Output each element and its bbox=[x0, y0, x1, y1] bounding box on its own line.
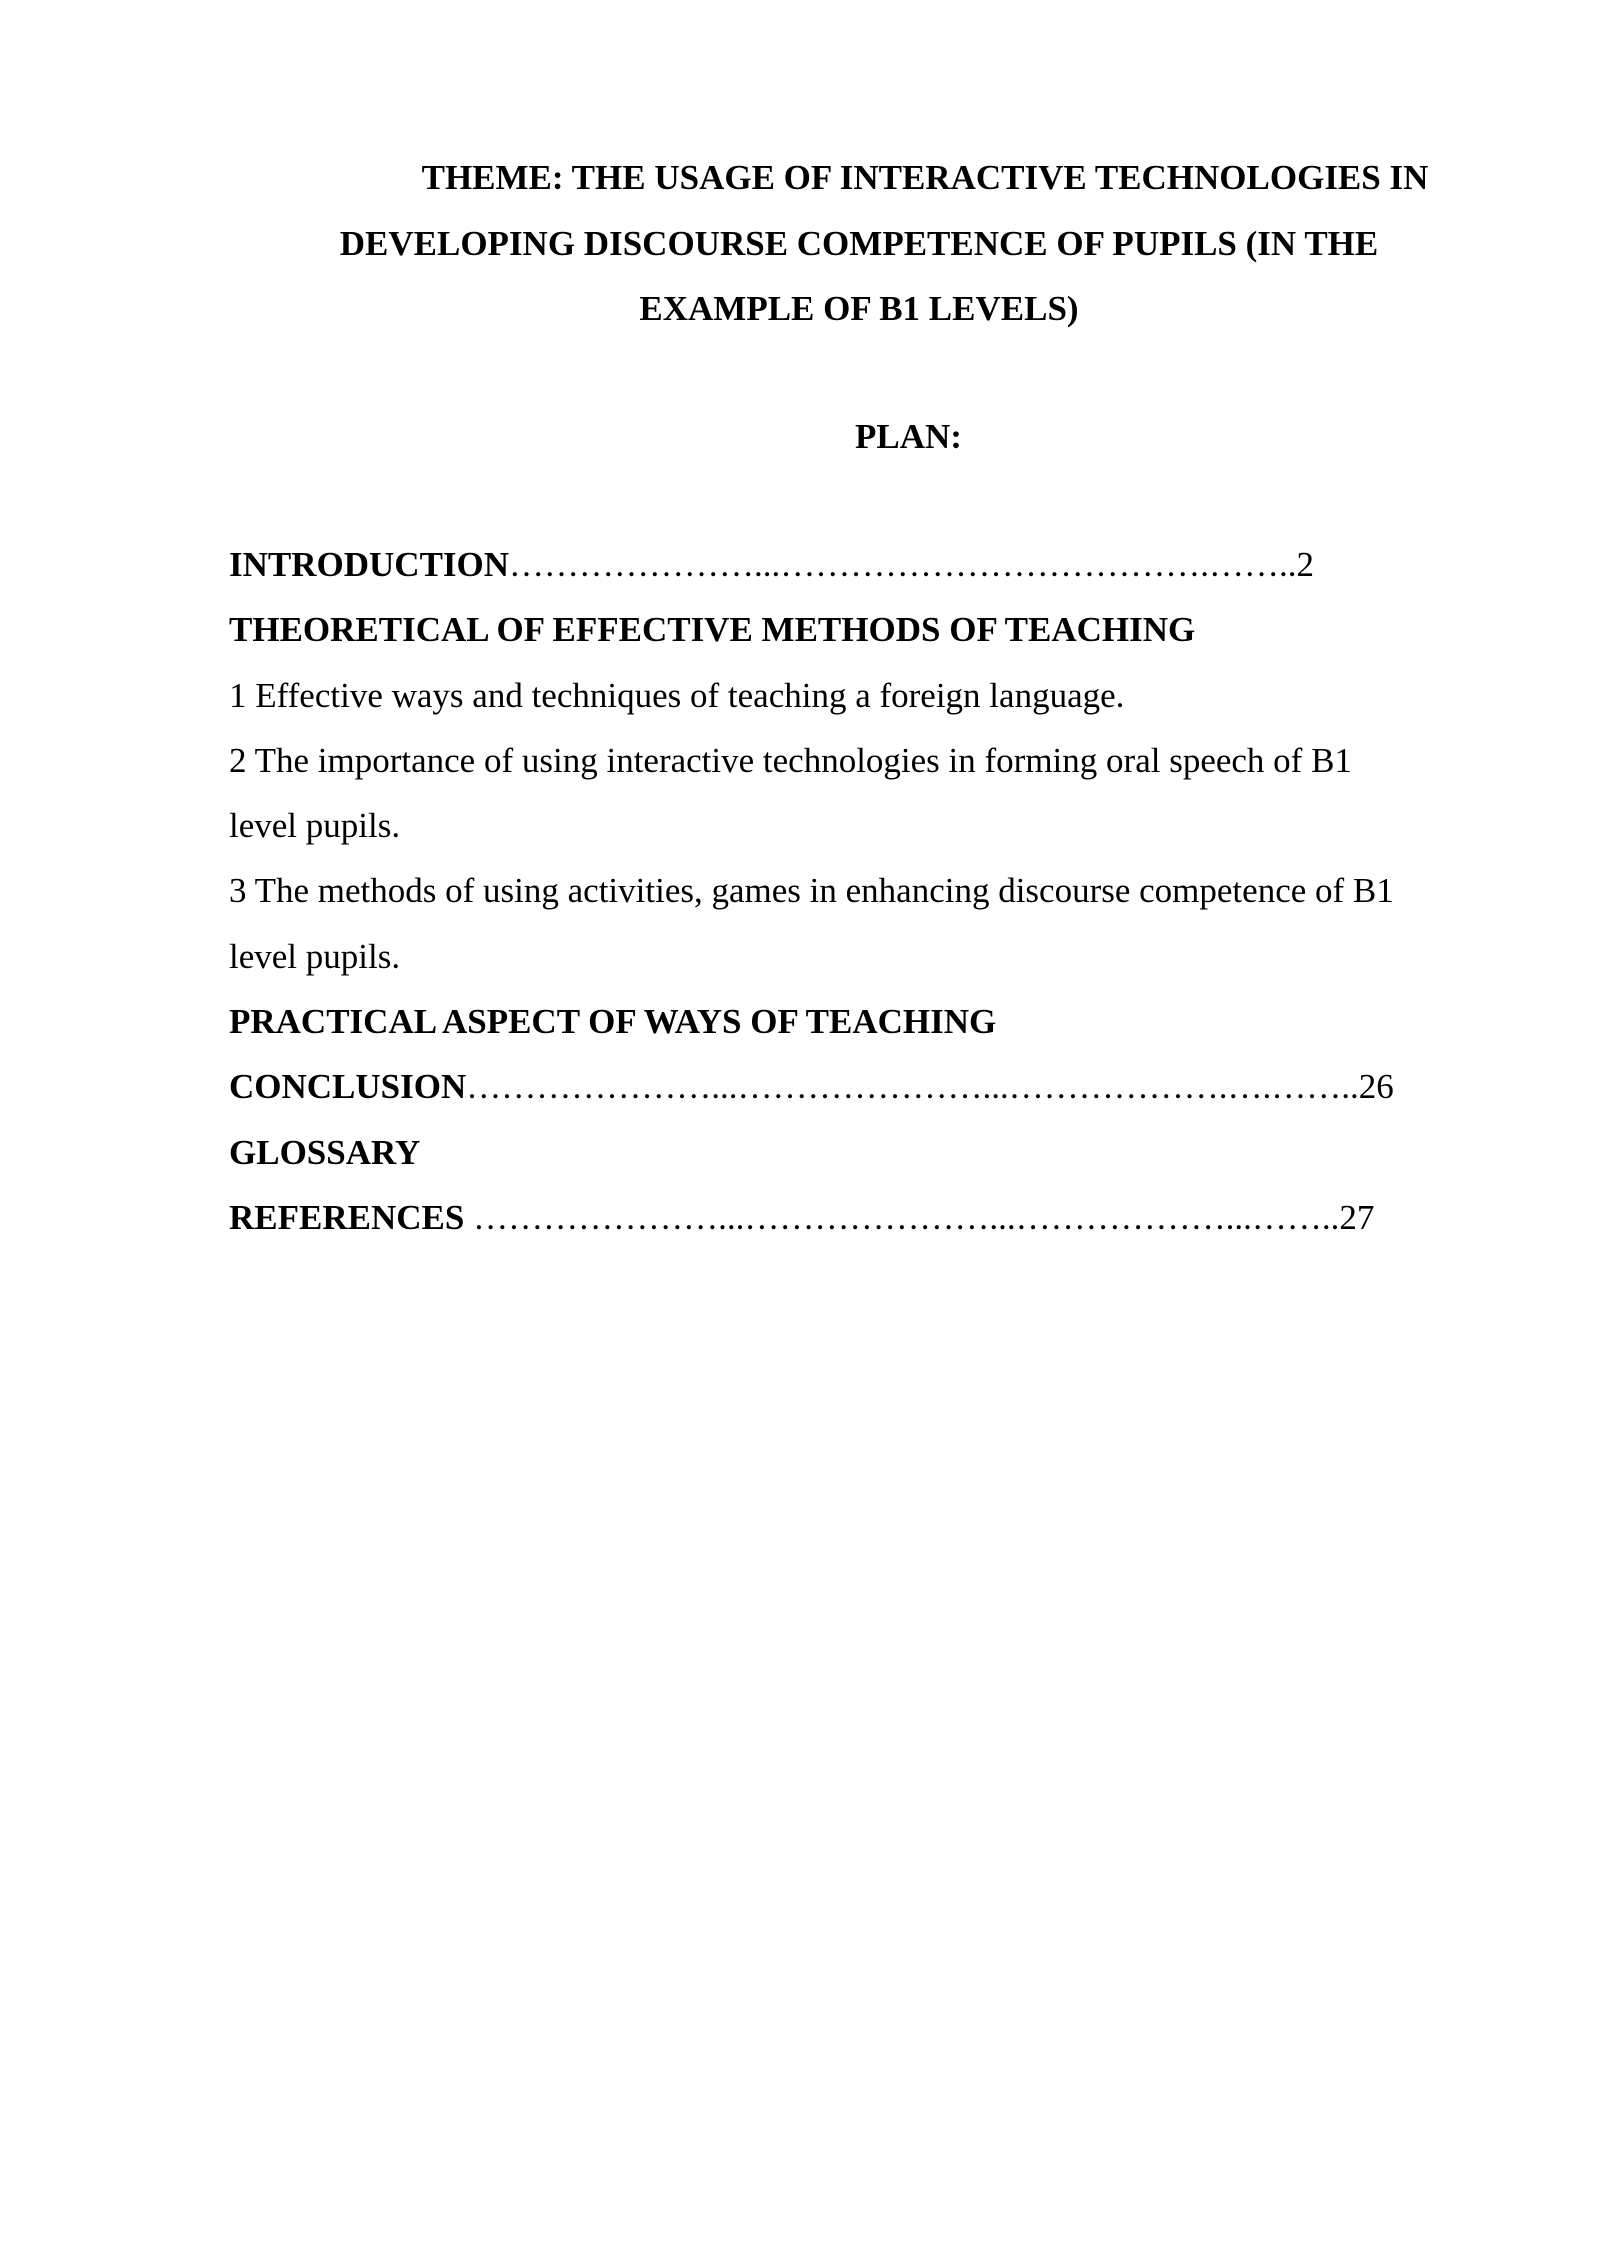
toc-entry-item-1: 1 Effective ways and techniques of teaching a foreign language. bbox=[229, 675, 1125, 715]
document-title bbox=[229, 145, 1489, 342]
toc-introduction-page: 2 bbox=[1296, 545, 1315, 584]
toc-entry-conclusion bbox=[229, 1054, 1529, 1119]
title-line-2: DEVELOPING DISCOURSE COMPETENCE OF PUPILS (IN THE bbox=[339, 223, 1379, 263]
plan-heading: PLAN: bbox=[855, 417, 962, 456]
toc-references-page: 27 bbox=[1339, 1197, 1375, 1237]
toc-conclusion-label: CONCLUSION bbox=[229, 1067, 467, 1107]
title-line-1: THEME: THE USAGE OF INTERACTIVE TECHNOLOGIES IN bbox=[421, 158, 1429, 197]
toc-entry-item-3-line-1: 3 The methods of using activities, games in enhancing discourse competence of B1 bbox=[229, 871, 1394, 911]
toc-references-label: REFERENCES bbox=[229, 1197, 474, 1237]
toc-entry-item-3-line-2: level pupils. bbox=[229, 936, 401, 976]
table-of-contents bbox=[229, 532, 1529, 1250]
toc-entry-glossary: GLOSSARY bbox=[229, 1132, 421, 1172]
toc-introduction-label: INTRODUCTION bbox=[229, 545, 510, 584]
toc-entry-theoretical: THEORETICAL OF EFFECTIVE METHODS OF TEACHING bbox=[229, 610, 1196, 650]
toc-entry-item-2-line-1: 2 The importance of using interactive technologies in forming oral speech of B1 bbox=[229, 740, 1352, 780]
toc-conclusion-leader: …………………...…………………...……………….….…….. bbox=[466, 1067, 1359, 1107]
toc-entry-introduction bbox=[229, 532, 1529, 597]
toc-conclusion-page: 26 bbox=[1358, 1067, 1394, 1107]
title-line-3: EXAMPLE OF B1 LEVELS) bbox=[639, 289, 1079, 328]
toc-references-leader: …………………...…………………...………………...…….. bbox=[473, 1197, 1340, 1237]
toc-entry-practical: PRACTICAL ASPECT OF WAYS OF TEACHING bbox=[229, 1002, 997, 1042]
toc-entry-references bbox=[229, 1185, 1529, 1250]
toc-introduction-leader: …………………...……………………………….…….. bbox=[509, 545, 1297, 584]
toc-entry-item-2-line-2: level pupils. bbox=[229, 806, 401, 846]
